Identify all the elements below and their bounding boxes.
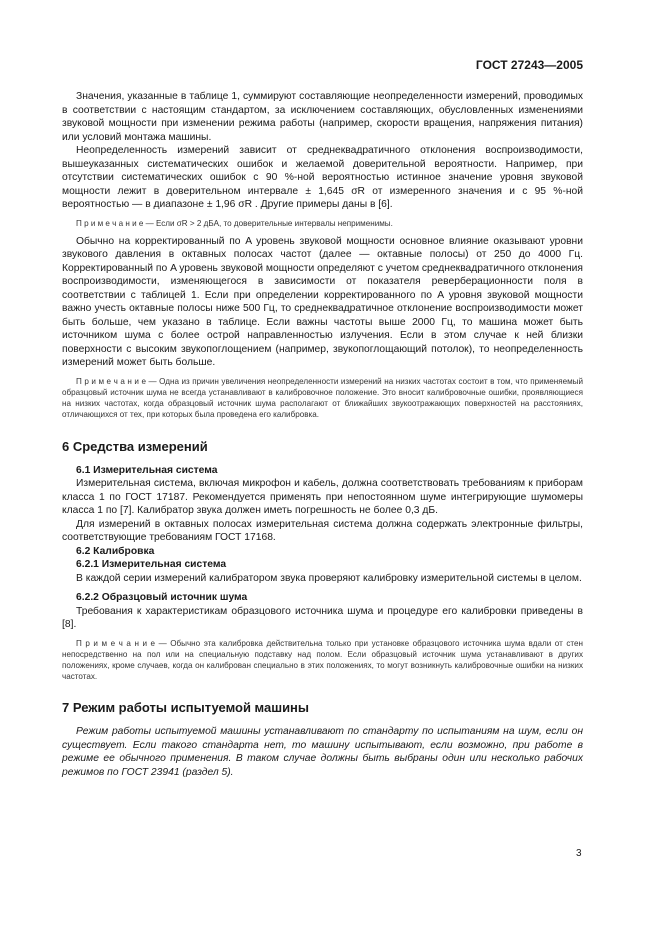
note: П р и м е ч а н и е — Если σR > 2 дБA, то доверительные интервалы неприменимы.	[76, 218, 393, 228]
subsection-heading-6-2: 6.2 Калибровка	[76, 545, 155, 557]
italic-paragraph-text: Режим работы испытуемой машины устанавливают по стандарту по испытаниям на шум, если он существует. Если такого стандарта нет, то машину испытывают, если возможно, при работе в режиме ее обычного применения. В таком случае должны быть выбраны один или несколько рабочих режимов по ГОСТ 23941 (раздел 5).	[62, 726, 583, 778]
section-heading-6: 6 Средства измерений	[62, 438, 208, 454]
note: П р и м е ч а н и е — Обычно эта калибровка действительна только при установке образцового источника шума вдали от стен непосредственно на пол или на специальную подставку над полом. Если образцовый источник шума устанавливают в других положениях, кроме случаев, когда он калиброван специально в этих положениях, то могут возникнуть калибровочные ошибки на низких частотах.	[62, 638, 583, 682]
subsection-heading-6-2-2: 6.2.2 Образцовый источник шума	[76, 592, 248, 604]
paragraph: Неопределенность измерений зависит от среднеквадратичного отклонения воспроизводимости, вышеуказанных систематических ошибок и желаемой доверительной вероятности. Например, при отсутствии систематических ошибок с 90 %-ной вероятностью истинное значение уровня звуковой мощности лежит в доверительном интервале ± 1,645 σR от измеренного значения и с 95 %-ной вероятностью — в диапазоне ± 1,96 σR . Другие примеры даны в [6].	[62, 145, 583, 210]
paragraph: В каждой серии измерений калибратором звука проверяют калибровку измерительной системы в целом.	[76, 572, 582, 584]
page-number: 3	[576, 848, 582, 859]
subsection-heading-6-1: 6.1 Измерительная система	[76, 464, 218, 476]
note: П р и м е ч а н и е — Одна из причин увеличения неопределенности измерений на низких частотах состоит в том, что применяемый образцовый источник шума не всегда устанавливают в калибровочное положение. Это вносит калибровочные ошибки, проявляющиеся на низких частотах, когда образцовый источник шума располагают от ближайших звукоотражающих поверхностей на расстояниях, отличающихся от тех, при которых была проведена его калибровка.	[62, 376, 583, 420]
paragraph: Значения, указанные в таблице 1, суммируют составляющие неопределенности измерений, проводимых в соответствии с настоящим стандартом, за исключением составляющих, обусловленных изменениями звуковой мощности при изменении режима работы (например, скорости вращения, напряжения питания) или условий монтажа машины.	[62, 91, 583, 143]
section-heading-7: 7 Режим работы испытуемой машины	[62, 700, 310, 716]
paragraph: Измерительная система, включая микрофон и кабель, должна соответствовать требованиям к приборам класса 1 по ГОСТ 17187. Рекомендуется применять при непостоянном шуме интегрирующие шумомеры класса 1 по [7]. Калибратор звука должен иметь погрешность не более 0,3 дБ.	[62, 478, 583, 517]
paragraph: Обычно на корректированный по A уровень звуковой мощности основное влияние оказывают уровни звукового давления в октавных полосах частот (далее — октавные полосы) от 250 до 4000 Гц. Корректированный по A уровень звуковой мощности определяют с учетом среднеквадратичного отклонения воспроизводимости, изменяющегося в зависимости от показателя реверберационности поля в соответствии с таблицей 1. Если при определении корректированного по A уровня звуковой мощности важно учесть октавные полосы ниже 500 Гц, то среднеквадратичное отклонение воспроизводимости может быть больше, чем указано в таблице. Если важны частоты выше 2000 Гц, то машина может быть источником шума с более острой направленностью излучения. Если в этом случае к ней близки поверхности с высоким звукопоглощением (например, звукопоглощающий потолок), то неопределенность измерений может быть больше.	[62, 235, 583, 369]
subsection-heading-6-2-1: 6.2.1 Измерительная система	[76, 559, 227, 571]
page-content	[62, 90, 583, 779]
paragraph	[62, 725, 583, 779]
paragraph: Для измерений в октавных полосах измерительная система должна содержать электронные фильтры, соответствующие требованиям ГОСТ 17168.	[62, 518, 583, 544]
paragraph: Требования к характеристикам образцового источника шума и процедуре его калибровки приведены в [8].	[62, 605, 583, 631]
standard-code: ГОСТ 27243—2005	[475, 58, 583, 72]
